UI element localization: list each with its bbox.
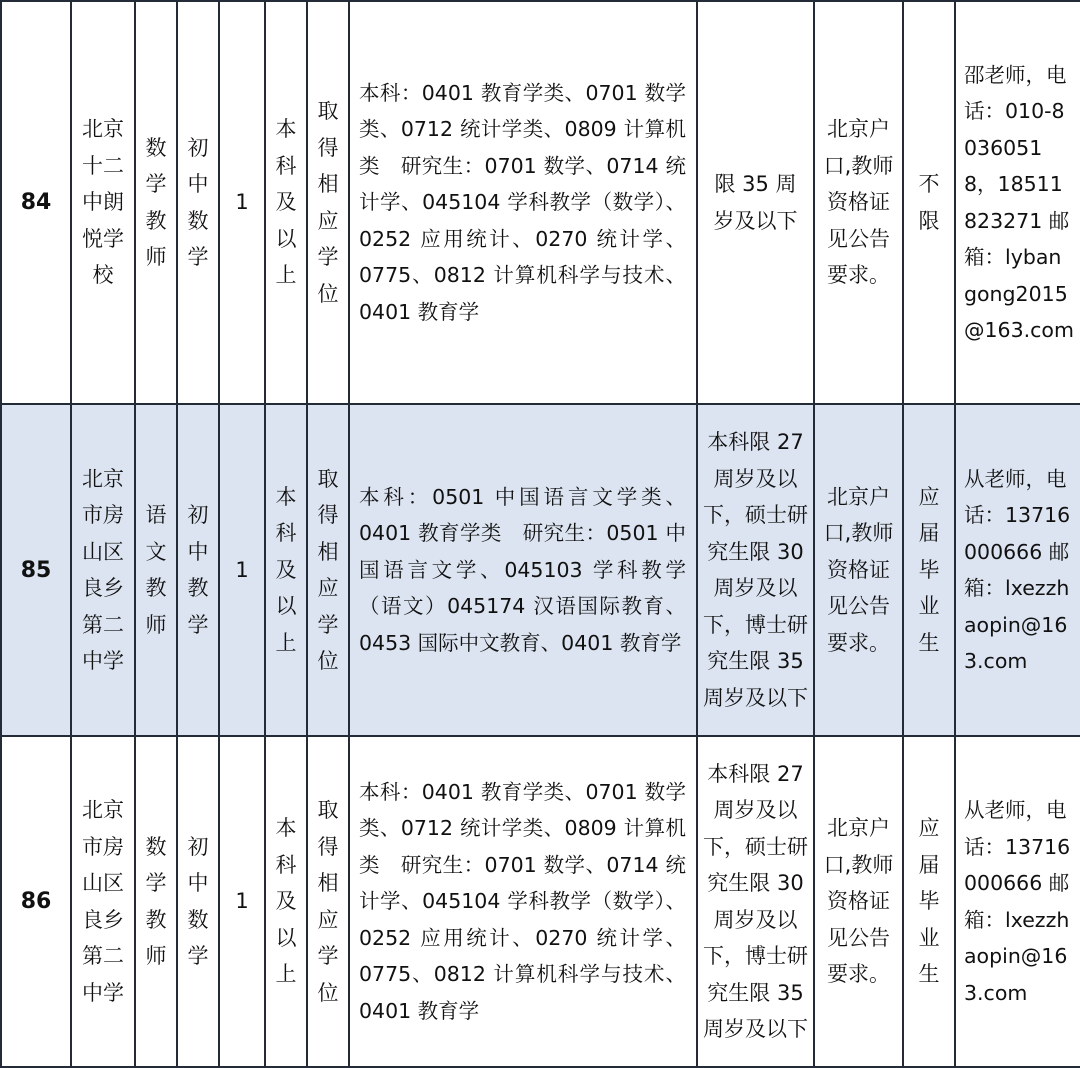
other-requirement: 北京户口,教师资格证见公告要求。 — [814, 404, 903, 736]
subject-name: 初中数学 — [177, 1, 219, 404]
age-requirement: 本科限 27 周岁及以下，硕士研究生限 30 周岁及以下，博士研究生限 35 周岁及以下 — [697, 404, 814, 736]
table-row — [1, 1, 1080, 404]
education-requirement: 本科及以上 — [265, 404, 307, 736]
age-requirement: 本科限 27 周岁及以下，硕士研究生限 30 周岁及以下，博士研究生限 35 周岁及以下 — [697, 736, 814, 1067]
contact-info: 从老师，电话：13716000666 邮箱：lxezzhaopin@163.com — [955, 404, 1080, 736]
school-name: 北京市房山区良乡第二中学 — [71, 736, 135, 1067]
education-requirement: 本科及以上 — [265, 736, 307, 1067]
graduate-requirement: 应届毕业生 — [903, 736, 955, 1067]
degree-requirement: 取得相应学位 — [307, 1, 349, 404]
degree-requirement: 取得相应学位 — [307, 404, 349, 736]
table-row — [1, 736, 1080, 1067]
other-requirement: 北京户口,教师资格证见公告要求。 — [814, 1, 903, 404]
position-name: 数学教师 — [135, 1, 177, 404]
contact-info: 邵老师，电话：010-80360518，18511823271 邮箱：lybangong2015@163.com — [955, 1, 1080, 404]
education-requirement: 本科及以上 — [265, 1, 307, 404]
subject-name: 初中数学 — [177, 736, 219, 1067]
age-requirement: 限 35 周岁及以下 — [697, 1, 814, 404]
school-name: 北京市房山区良乡第二中学 — [71, 404, 135, 736]
table-row — [1, 404, 1080, 736]
major-requirement: 本科：0501 中国语言文学类、0401 教育学类 研究生：0501 中国语言文学、045103 学科教学（语文）045174 汉语国际教育、0453 国际中文教育、0401 教育学 — [349, 404, 697, 736]
graduate-requirement: 不限 — [903, 1, 955, 404]
major-requirement: 本科：0401 教育学类、0701 数学类、0712 统计学类、0809 计算机类 研究生：0701 数学、0714 统计学、045104 学科教学（数学）、0252 应用统计、0270 统计学、0775、0812 计算机科学与技术、0401 教育学 — [349, 736, 697, 1067]
degree-requirement: 取得相应学位 — [307, 736, 349, 1067]
contact-info: 从老师，电话：13716000666 邮箱：lxezzhaopin@163.com — [955, 736, 1080, 1067]
subject-name: 初中教学 — [177, 404, 219, 736]
other-requirement: 北京户口,教师资格证见公告要求。 — [814, 736, 903, 1067]
major-requirement: 本科：0401 教育学类、0701 数学类、0712 统计学类、0809 计算机类 研究生：0701 数学、0714 统计学、045104 学科教学（数学）、0252 应用统计、0270 统计学、0775、0812 计算机科学与技术、0401 教育学 — [349, 1, 697, 404]
position-name: 语文教师 — [135, 404, 177, 736]
row-number: 85 — [1, 404, 71, 736]
row-number: 86 — [1, 736, 71, 1067]
graduate-requirement: 应届毕业生 — [903, 404, 955, 736]
headcount: 1 — [219, 404, 265, 736]
headcount: 1 — [219, 1, 265, 404]
headcount: 1 — [219, 736, 265, 1067]
position-name: 数学教师 — [135, 736, 177, 1067]
row-number: 84 — [1, 1, 71, 404]
school-name: 北京十二中朗悦学校 — [71, 1, 135, 404]
